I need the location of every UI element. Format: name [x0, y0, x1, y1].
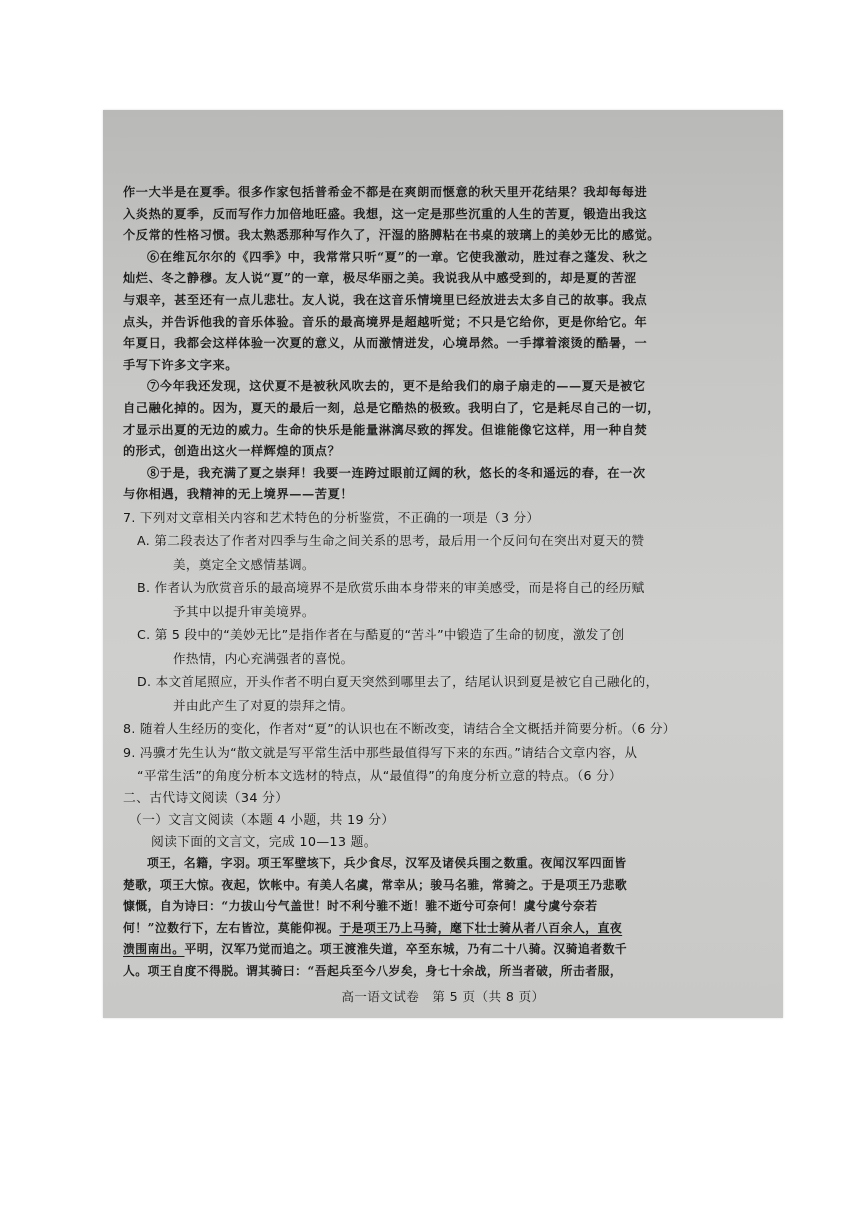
underlined-sentence: 于是项王乃上马骑，麾下壮士骑从者八百余人，直夜 [339, 920, 623, 935]
option-b: B. 作者认为欣赏音乐的最高境界不是欣赏乐曲本身带来的审美感受，而是将自己的经历赋 [137, 580, 645, 596]
option-d: D. 本文首尾照应，开头作者不明白夏天突然到哪里去了，结尾认识到夏是被它自己融化的， [137, 674, 659, 690]
text-line: 的形式，创造出这火一样辉煌的顶点？ [123, 444, 341, 459]
text-line: 个反常的性格习惯。我太熟悉那种写作久了，汗湿的胳膊粘在书桌的玻璃上的美妙无比的感觉。 [123, 228, 661, 243]
text-line [123, 918, 713, 940]
passage-paragraph-7 [123, 376, 713, 462]
text-line: 年夏日，我都会这样体验一次夏的意义，从而激情迸发，心境昂然。一手撑着滚烫的酷暑，一 [123, 336, 648, 351]
subsection-title: （一）文言文阅读（本题 4 小题，共 19 分） [129, 812, 395, 828]
text-line: 入炎热的夏季，反而写作力加倍地旺盛。我想，这一定是那些沉重的人生的苦夏，锻造出我这 [123, 206, 648, 221]
exam-page [103, 110, 783, 1018]
reading-instruction: 阅读下面的文言文，完成 10—13 题。 [151, 834, 377, 850]
text-line: 才显示出夏的无边的威力。生命的快乐是能量淋漓尽致的挥发。但谁能像它这样，用一种自焚 [123, 422, 648, 437]
option-c: C. 第 5 段中的“美妙无比”是指作者在与酷夏的“苦斗”中锻造了生命的韧度，激发了创 [137, 627, 625, 643]
passage-paragraph-6 [123, 247, 713, 377]
text-line: ⑥在维瓦尔尔的《四季》中，我常常只听“夏”的一章。它使我激动，胜过春之蓬发、秋之 [147, 249, 649, 264]
text-line: 人。项王自度不得脱。谓其骑曰：“吾起兵至今八岁矣，身七十余战，所当者破，所击者服， [123, 963, 623, 978]
passage-paragraph-1 [123, 182, 713, 247]
text-segment: 何！”泣数行下，左右皆泣，莫能仰视。 [123, 920, 340, 935]
passage-paragraph-8 [123, 463, 713, 506]
option-b-cont: 予其中以提升审美境界。 [173, 603, 315, 619]
option-a-cont: 美，奠定全文感情基调。 [173, 556, 315, 572]
option-d-cont: 并由此产生了对夏的崇拜之情。 [173, 697, 354, 713]
classical-text [123, 853, 713, 982]
text-line: 与艰辛，甚至还有一点儿悲壮。友人说，我在这音乐情境里已经放进去太多自己的故事。我点 [123, 292, 648, 307]
page-footer: 高一语文试卷 第 5 页（共 8 页） [341, 989, 545, 1004]
question-stem: 7. 下列对文章相关内容和艺术特色的分析鉴赏，不正确的一项是（3 分） [123, 509, 540, 525]
option-a: A. 第二段表达了作者对四季与生命之间关系的思考，最后用一个反问句在突出对夏天的赞 [137, 533, 645, 549]
question-8: 8. 随着人生经历的变化，作者对“夏”的认识也在不断改变，请结合全文概括并简要分析。（6 分） [123, 721, 676, 737]
text-line: 自己融化掉的。因为，夏天的最后一刻，总是它酷热的极致。我明白了，它是耗尽自己的一切， [123, 400, 661, 415]
page-content [123, 182, 713, 982]
text-line: 项王，名籍，字羽。项王军壁垓下，兵少食尽，汉军及诸侯兵围之数重。夜闻汉军四面皆 [147, 856, 627, 871]
text-line: 楚歌，项王大惊。夜起，饮帐中。有美人名虞，常幸从；骏马名骓，常骑之。于是项王乃悲歌 [123, 877, 628, 892]
text-line: 手写下许多文字来。 [123, 357, 239, 372]
text-line: ⑧于是，我充满了夏之崇拜！我要一连跨过眼前辽阔的秋，悠长的冬和遥远的春，在一次 [147, 465, 646, 480]
question-7 [123, 506, 713, 718]
text-segment: 平明，汉军乃觉而追之。项王渡淮失道，卒至东城，乃有二十八骑。汉骑追者数千 [184, 942, 628, 957]
text-line: 点头，并告诉他我的音乐体验。音乐的最高境界是超越听觉；不只是它给你，更是你给它。年 [123, 314, 648, 329]
question-9-line: 9. 冯骥才先生认为“散文就是写平常生活中那些最值得写下来的东西。”请结合文章内容，从 [123, 744, 638, 760]
section-title: 二、古代诗文阅读（34 分） [123, 790, 289, 806]
text-line [123, 939, 713, 961]
text-line: 作一大半是在夏季。很多作家包括普希金不都是在爽朗而惬意的秋天里开花结果？我却每每进 [123, 185, 648, 199]
text-line: 慷慨，自为诗曰：“力拔山兮气盖世！时不利兮骓不逝！骓不逝兮可奈何！虞兮虞兮奈若 [123, 899, 598, 914]
option-c-cont: 作热情，内心充满强者的喜悦。 [173, 650, 354, 666]
text-line: 灿烂、冬之静穆。友人说“夏”的一章，极尽华丽之美。我说我从中感受到的，却是夏的苦涩 [123, 271, 637, 286]
underlined-sentence-end: 溃围南出。 [123, 942, 185, 957]
text-line: ⑦今年我还发现，这伏夏不是被秋风吹去的，更不是给我们的扇子扇走的——夏天是被它 [147, 379, 646, 394]
text-line: 与你相遇，我精神的无上境界——苦夏！ [123, 487, 354, 502]
question-9-line: “平常生活”的角度分析本文选材的特点，从“最值得”的角度分析立意的特点。（6 分） [137, 768, 622, 784]
question-9 [123, 741, 713, 788]
